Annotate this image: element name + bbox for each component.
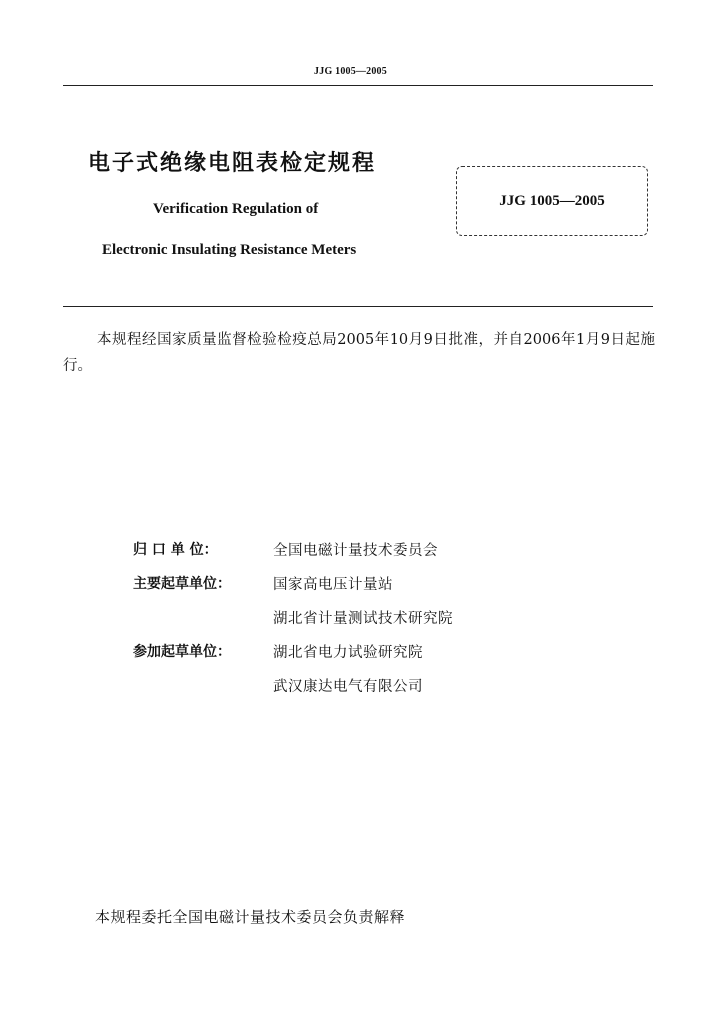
unit-row [133, 675, 423, 699]
interpretation-note: 本规程委托全国电磁计量技术委员会负责解释 [95, 908, 406, 926]
unit-value: 湖北省计量测试技术研究院 [273, 611, 453, 627]
document-title-chinese: 电子式绝缘电阻表检定规程 [88, 151, 377, 176]
unit-label: 归 口 单 位： [133, 542, 218, 558]
standard-code-box [456, 166, 648, 236]
standard-code-label: JJG 1005—2005 [499, 192, 605, 209]
unit-value: 国家高电压计量站 [273, 577, 393, 593]
header-divider [63, 85, 653, 86]
unit-label: 参加起草单位： [133, 644, 231, 660]
document-title-english-line1: Verification Regulation of [153, 201, 319, 217]
unit-label [133, 607, 273, 631]
unit-label: 主要起草单位： [133, 576, 231, 592]
unit-value: 湖北省电力试验研究院 [273, 645, 423, 661]
unit-label [133, 675, 273, 699]
document-title-english-line2: Electronic Insulating Resistance Meters [102, 242, 357, 258]
header-standard-code: JJG 1005—2005 [314, 66, 387, 77]
unit-row [133, 573, 393, 597]
unit-row [133, 641, 423, 665]
unit-row [133, 607, 453, 631]
unit-value: 武汉康达电气有限公司 [273, 679, 423, 695]
unit-value: 全国电磁计量技术委员会 [273, 543, 438, 559]
approval-statement: 本规程经国家质量监督检验检疫总局2005年10月9日批准，并自2006年1月9日起施行。 [63, 332, 655, 374]
title-divider [63, 306, 653, 307]
unit-row [133, 539, 438, 563]
